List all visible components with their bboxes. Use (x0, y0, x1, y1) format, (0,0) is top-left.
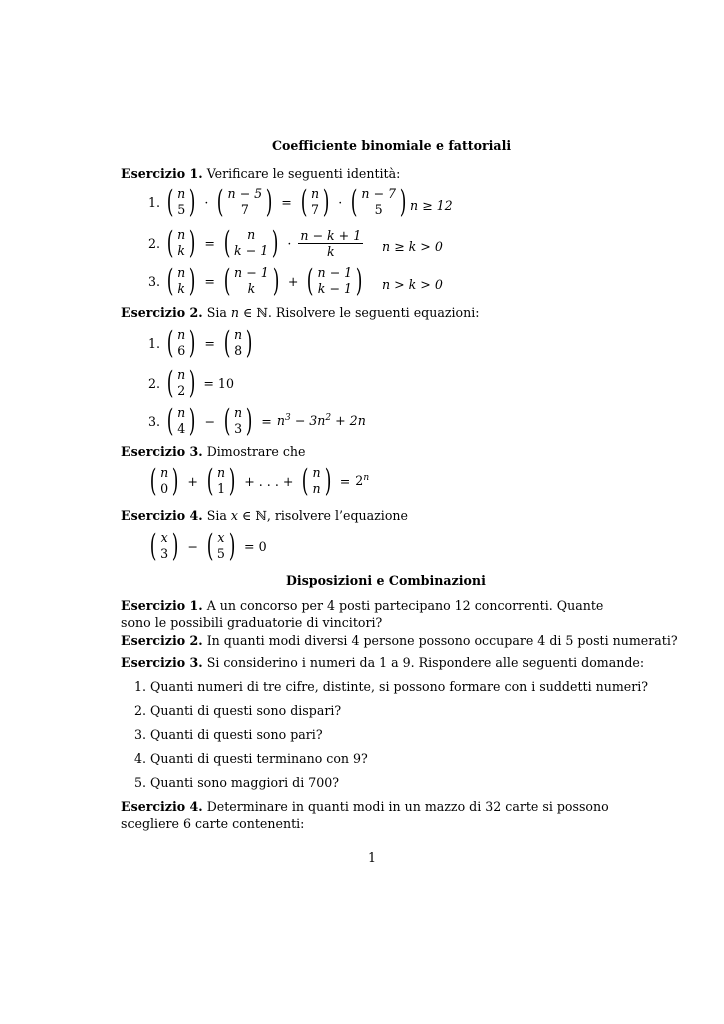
binomial-sum-identity: ( n 0 ) + ( n 1 ) + . . . + ( n n ) = 2$^n$ (149, 462, 370, 499)
exercise-text: Dimostrare che (206, 444, 306, 459)
item-number: 1. (134, 679, 147, 694)
item-number: 3. (148, 273, 161, 289)
exercise-label: Esercizio 3. (121, 444, 203, 459)
s2-exercise-2 (121, 633, 678, 648)
exercise-text: Si considerino i numeri da 1 a 9. Rispondere alle seguenti domande: (206, 655, 645, 670)
exercise-text: Verificare le seguenti identità: (206, 166, 401, 181)
question-text: Quanti di questi sono dispari? (150, 703, 342, 718)
exercise-label: Esercizio 4. (121, 799, 203, 814)
equation-3: 3. ( n 4 ) − ( n 3 ) = $n^3 - 3n^2 + 2n$ (148, 402, 366, 439)
question-text: Quanti di questi terminano con 9? (150, 751, 368, 766)
condition-3: n > k > 0 (382, 277, 443, 292)
exercise-label: Esercizio 4. (121, 508, 203, 523)
question-item (134, 775, 339, 790)
question-text: Quanti sono maggiori di 700? (150, 775, 340, 790)
question-text: Quanti di questi sono pari? (150, 727, 323, 742)
exercise-1-header (121, 166, 611, 181)
exercise-2-header (121, 305, 611, 320)
exercise-text: Sia (206, 305, 227, 320)
item-number: 2. (148, 375, 161, 391)
equation-rhs: = 10 (203, 375, 234, 391)
item-number: 3. (134, 727, 147, 742)
question-item (134, 679, 648, 694)
section-title-combinations: Disposizioni e Combinazioni (286, 573, 486, 588)
question-item (134, 727, 323, 742)
exercise-3-header (121, 444, 611, 459)
exercise-label: Esercizio 1. (121, 598, 203, 613)
item-number: 2. (134, 703, 147, 718)
item-number: 5. (134, 775, 147, 790)
item-number: 2. (148, 235, 161, 251)
exercise-label: Esercizio 3. (121, 655, 203, 670)
page-number: 1 (368, 850, 377, 865)
item-number: 1. (148, 194, 161, 210)
equation-2: 2. ( n 2 ) = 10 (148, 364, 234, 401)
equation-1: 1. ( n 6 ) = ( n 8 ) (148, 324, 253, 361)
condition-1: n ≥ 12 (410, 198, 453, 213)
identity-1: 1. ( n 5 ) · ( n − 5 7 ) = ( n 7 ) · ( n − 7 5 ) (148, 183, 407, 220)
question-text: Quanti numeri di tre cifre, distinte, si possono formare con i suddetti numeri? (150, 679, 649, 694)
exercise-text: ∈ ℕ, risolvere l’equazione (242, 508, 408, 523)
condition-2: n ≥ k > 0 (382, 239, 443, 254)
exercise-label: Esercizio 2. (121, 305, 203, 320)
exercise-text: Sia (206, 508, 227, 523)
s2-exercise-1 (121, 597, 611, 631)
item-number: 1. (148, 335, 161, 351)
exercise-text: ∈ ℕ. Risolvere le seguenti equazioni: (243, 305, 480, 320)
variable: n (230, 305, 239, 320)
question-item (134, 703, 341, 718)
exercise-text: In quanti modi diversi 4 persone possono occupare 4 di 5 posti numerati? (206, 633, 678, 648)
item-number: 3. (148, 413, 161, 429)
exercise-4-header (121, 508, 611, 523)
variable: x (230, 508, 238, 523)
question-item (134, 751, 368, 766)
combination-equation: ( x 3 ) − ( x 5 ) = 0 (149, 527, 267, 564)
s2-exercise-4 (121, 798, 611, 832)
exercise-text: Determinare in quanti modi in un mazzo di 32 carte si possono scegliere 6 carte contenenti: (121, 799, 609, 831)
identity-3: 3. ( n k ) = ( n − 1 k ) + ( n − 1 k − 1 ) (148, 262, 363, 299)
identity-2: 2. ( n k ) = ( n k − 1 ) · $\frac{n - k + 1}{k}$ (148, 224, 362, 261)
exercise-label: Esercizio 1. (121, 166, 203, 181)
section-title-binomial: Coefficiente binomiale e fattoriali (272, 138, 512, 153)
exercise-text: A un concorso per 4 posti partecipano 12 concorrenti. Quante sono le possibili graduatorie di vincitori? (121, 598, 604, 630)
item-number: 4. (134, 751, 147, 766)
exercise-label: Esercizio 2. (121, 633, 203, 648)
s2-exercise-3 (121, 655, 645, 670)
